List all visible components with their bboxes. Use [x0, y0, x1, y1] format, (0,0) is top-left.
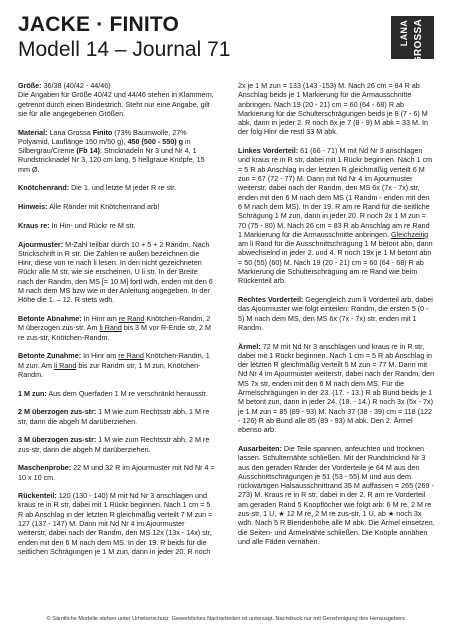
material-amount: 450 (500 - 550) g	[127, 136, 184, 146]
left-front-simultaneously: Gleichzeitig	[391, 229, 429, 239]
left-front-text-1: 61 (66 - 71) M mit Nd Nr 3 anschlagen und kraus re in R str, dabei mit 1 Rückr beginnen. Nach 1 cm = 5 R ab Anschlag in der letzten R gleichmäßig verteilt 6 M zun = 67 (72 - 77) M. Dann mit Nd Nr 4 im Ajourmuster weiterstr, dabei nach der Randm, den MS 6x (7x - 7x) str, enden mit den 6 M nach dem MS (1 Randm - enden mit den 6 M nach dem MS). In der 19. R am re Rand für die seitliche Schrägung 1 M zun, dann in jeder 20. R noch 2x 1 M zun = 70 (75 - 80) M. Nach 26 cm = 83 R ab Anschlag am re Rand 1 Markierung für die Armausschnitte anbringen.	[238, 146, 433, 239]
finishing-section	[238, 444, 435, 546]
increase-text-3: bis zur Randm str, 1 M zun, Knötchen-Randm.	[18, 360, 201, 379]
decrease-text-3: bis 3 M vor R-Ende str, 2 M re zus-str, Knötchen-Randm.	[18, 323, 211, 342]
back-section	[18, 491, 215, 556]
make-one-text: Aus dem Querfaden 1 M re verschränkt herausstr.	[46, 388, 208, 398]
skp-3-text: 1 M wie zum Rechtsstr abh, 2 M re zus-str, dann die abgeh M darüberziehen.	[18, 435, 210, 454]
right-front-text: Gegengleich zum li Vorderteil arb, dabei das Ajourmuster wie folgt einteilen: Randm, die ersten 5 (0 - 5) M nach dem MS, den MS 6x (7x - 7x) str, enden mit 1 Randm.	[238, 295, 433, 332]
page-title: JACKE · FINITO	[18, 13, 180, 36]
increase-text-2: Knötchen-Randm, 1 M zun. Am	[18, 351, 210, 370]
right-front-label: Rechtes Vorderteil:	[238, 295, 304, 305]
finishing-text: Die Teile spannen, anfeuchten und trocknen lassen. Schulternähte schließen. Mit der Rundstricknd Nr 3 aus den geraden Ränder der Vorderteile je 64 M aus den Ausschnittschrägungen je 51 (53 - 55) M und aus dem rückwärtigen Halsausschnittrand 35 M auffassen = 265 (269 - 273) M. Kraus re in R str, dabei in der 2. R am re Vorderteil am geraden Rand 5 Knopflöcher wie folgt arb: 6 M re, 2 M re zus-str, 1 U, ★ 12 M re, 2 M re zus-str, 1 U, ab ★ noch 3x wdh. Nach 5 R Blendenhöhe alle M abk. Die Ärmel einsetzen, die Seiten- und Ärmelnähte schließen. Die Knöpfe annähen und alle Fäden vernähen.	[238, 443, 435, 546]
right-column	[238, 81, 435, 556]
back-continued	[238, 81, 435, 137]
increase-text-1: In Hinr am	[81, 351, 119, 361]
decrease-section	[18, 314, 215, 342]
right-front-section	[238, 295, 435, 332]
back-continued-text: 2x je 1 M zun = 133 (143 -153) M. Nach 26 cm = 84 R ab Anschlag beids je 1 Markierung für die Armausschnitte anbringen. Nach 19 (20 - 21) cm = 60 (64 - 68) R ab Markierung für die Schulterschrägungen beids je 8 (7 - 6) M abk, dann in jeder 2. R noch 6x je 7 (8 - 9) M abk = 33 M. In der folg Hinr die restl 33 M abk.	[238, 81, 428, 137]
decrease-text-1: In Hinr am	[81, 313, 119, 323]
sleeve-section	[238, 342, 435, 435]
garter-label: Kraus re:	[18, 220, 50, 230]
size-text: 36/38 (40/42 - 44/46) Die Angaben für Größe 40/42 und 44/46 stehen in Klammern, getrennt durch einen Bindestrich. Steht nur eine Angabe, gilt sie für alle angegebenen Größen.	[18, 81, 214, 118]
gauge-section	[18, 463, 215, 482]
left-front-label: Linkes Vorderteil:	[238, 146, 299, 156]
left-column	[18, 81, 215, 566]
lace-pattern-label: Ajourmuster:	[18, 239, 64, 249]
decrease-label: Betonte Abnahme:	[18, 313, 82, 323]
lace-pattern-text: M-Zahl teilbar durch 10 + 5 + 2 Randm. Nach Strickschrift in R str. Die Zahlen re außen bezeichnen die Hinr, diese von re nach li lesen. In den nicht gezeichneten Rückr alle M str, wie sie erscheinen, U li str. In der Breite nach der Randm, den MS [= 10 M] fortl wdh, enden mit den 6 M nach dem MS bzw wie in der Anleitung angegeben. In der Höhe die 1. – 12. R stets wdh.	[18, 239, 213, 305]
logo-text-lana: LANA	[399, 20, 409, 47]
page-subtitle: Modell 14 – Journal 71	[18, 38, 231, 61]
gauge-text: 22 M und 32 R im Ajourmuster mit Nd Nr 4 = 10 x 10 cm.	[18, 463, 215, 482]
lace-pattern-section	[18, 240, 215, 305]
back-text: 120 (130 - 140) M mit Nd Nr 3 anschlagen und kraus re in R str, dabei mit 1 Rückr beginnen. Nach 1 cm = 5 R ab Anschlag in der letzten R gleichmäßig verteilt 7 M zun = 127 (137 - 147) M. Dann mit Nd Nr 4 im Ajourmuster weiterstr, dabei nach der Randm, den MS 12x (13x - 14x) str, enden mit den 6 M nach dem MS. In der 19. R beids für die seitlichen Schrägungen je 1 M zun, dann in jeder 20. R noch	[18, 491, 213, 556]
material-text-3: in Silbergrau/Creme	[18, 136, 191, 156]
decrease-left-edge: li Rand	[99, 323, 122, 333]
skp-2-text: 1 M wie zum Rechtsstr abh, 1 M re str, dann die abgeh M darüberziehen.	[18, 407, 210, 426]
skp-2-section	[18, 407, 215, 426]
material-brand: Finito	[92, 127, 113, 137]
knot-edge-text: Die 1. und letzte M jeder R re str.	[69, 183, 177, 193]
brand-logo	[391, 16, 434, 65]
make-one-section	[18, 389, 215, 398]
hint-text: Alle Ränder mit Knötchenrand arb!	[47, 202, 160, 212]
hint-section	[18, 202, 215, 211]
material-section	[18, 128, 215, 174]
increase-label: Betonte Zunahme:	[18, 351, 82, 361]
decrease-right-edge: re Rand	[118, 313, 145, 323]
sleeve-text: 72 M mit Nd Nr 3 anschlagen und kraus re in R str, dabei mit 1 Rückr beginnen. Nach 1 cm = 5 R ab Anschlag in der letzten R gleichmäßig verteilt 5 M zun = 77 M. Dann mit Nd Nr 4 im Ajourmuster weiterstr, dabei nach der Randm, den MS 7x str, enden mit den 6 M nach dem MS. Für die Ärmelschrägungen in der 23. (17. - 13.) R ab Bund beids je 1 M betont zun, dann in jeder 24. (18. - 14.) R noch 3x (5x - 7x) je 1 M zun = 85 (89 - 93) M. Nach 37 (38 - 39) cm = 118 (122 - 126) R ab Bund alle 85 (89 - 93) M abk. Den 2. Ärmel ebenso arb.	[238, 341, 435, 435]
finishing-label: Ausarbeiten:	[238, 443, 282, 453]
increase-right-edge: re Rand	[118, 351, 144, 361]
make-one-label: 1 M zun:	[18, 388, 47, 398]
knot-edge-section	[18, 183, 215, 192]
increase-left-edge: li Rand	[53, 360, 77, 370]
copyright-footer: © Sämtliche Modelle stehen unter Urheberschutz. Gewerbliches Nacharbeiten ist untersagt. Nachdruck nur mit Genehmigung des Herausgebers.	[46, 616, 407, 622]
knot-edge-label: Knötchenrand:	[18, 183, 70, 193]
hint-label: Hinweis:	[18, 202, 48, 212]
material-label: Material:	[18, 127, 48, 137]
skp-3-section	[18, 435, 215, 454]
size-section	[18, 81, 215, 118]
sleeve-label: Ärmel:	[238, 341, 261, 351]
gauge-label: Maschenprobe:	[18, 463, 72, 473]
size-label: Größe:	[18, 81, 42, 90]
material-text-1: Lana Grossa	[49, 127, 93, 137]
back-label: Rückenteil:	[18, 491, 57, 501]
decrease-text-2: Knötchen-Randm, 2 M überzogen zus-str. Am	[18, 313, 211, 333]
material-text-2: (73% Baumwolle, 27% Polyamid, Lauflänge 150 m/50 g),	[18, 127, 187, 146]
skp-2-label: 2 M überzogen zus-str:	[18, 407, 97, 417]
left-front-section	[238, 146, 435, 285]
skp-3-label: 3 M überzogen zus-str:	[18, 435, 97, 445]
logo-text-grossa: GROSSA	[413, 19, 424, 65]
garter-text: In Hin- und Rückr re M str.	[49, 220, 136, 230]
material-color: (Fb 14)	[76, 146, 100, 156]
increase-section	[18, 351, 215, 379]
material-text-4: ; Stricknadeln Nr 3 und Nr 4, 1 Rundstricknadel Nr 3, 120 cm lang, 5 hellgraue Knöpfe, 15 mm Ø.	[18, 146, 205, 174]
left-front-text-2: am li Rand für die Ausschnittschrägung 1 M betont abn, dann abwechselnd in jeder 2. und 4. R noch 19x je 1 M betont abn = 50 (55) (60) M. Nach 19 (20 - 21) cm = 60 (64 - 68) R ab Markierung die Schulterschrägung am re Rand wie beim Rückenteil arb.	[238, 239, 433, 286]
garter-section	[18, 221, 215, 230]
